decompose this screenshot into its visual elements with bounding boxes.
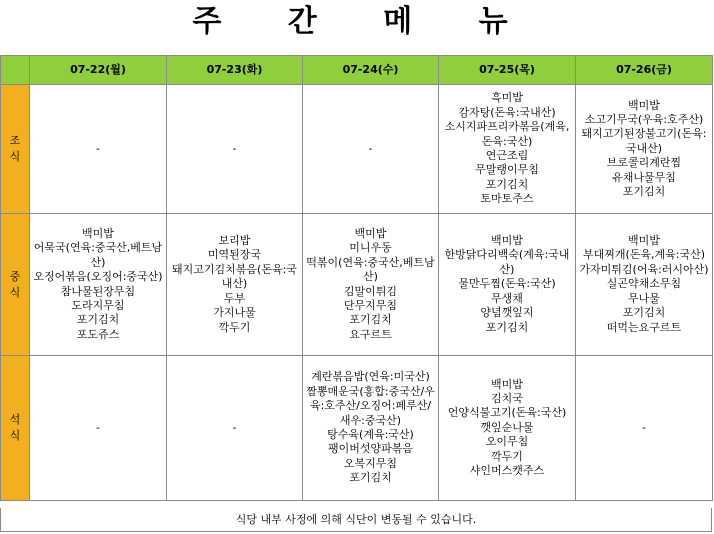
menu-item: 탕수육(계육:국산) xyxy=(327,428,414,441)
menu-cell-fri xyxy=(576,214,713,356)
menu-item: 참나물된장무침 xyxy=(60,284,136,298)
menu-item: - xyxy=(642,420,646,434)
menu-item: 소고기무국(우육:호주산) xyxy=(584,112,704,126)
menu-item: 양념깻잎지 xyxy=(480,306,534,320)
menu-item: 미역된장국 xyxy=(207,248,262,262)
menu-item: 포기김치 xyxy=(76,313,120,327)
menu-item: 계란볶음밥(연육:미국산) xyxy=(311,370,430,384)
menu-item: 오징어볶음(오징어:중국산) xyxy=(33,270,163,284)
menu-cell-wed xyxy=(303,356,439,501)
menu-item: 백미밥 xyxy=(491,234,523,248)
menu-item: 한방닭다리백숙(계육:국내산) xyxy=(444,248,570,276)
menu-item: 포기김치 xyxy=(349,313,392,327)
menu-item: 백미밥 xyxy=(491,377,523,391)
menu-item: 포기김치 xyxy=(485,177,529,191)
menu-item: - xyxy=(232,141,237,155)
meal-label-text: 중식 xyxy=(9,269,21,299)
menu-cell-tue xyxy=(167,85,303,214)
day-header-wed: 07-24(수) xyxy=(303,56,439,85)
menu-item: 요구르트 xyxy=(349,327,392,341)
menu-item: 도라지무침 xyxy=(71,298,125,312)
menu-item: 깍두기 xyxy=(218,320,251,334)
menu-cell-wed xyxy=(303,85,439,214)
menu-item: 무말랭이무침 xyxy=(475,163,539,177)
menu-item: 돼지고기된장불고기(돈육:국내산) xyxy=(581,127,707,155)
menu-item: 백미밥 xyxy=(628,234,660,248)
menu-cell-tue xyxy=(167,214,303,356)
lunch-row xyxy=(1,214,713,356)
menu-cell-mon xyxy=(30,214,167,356)
menu-cell-mon xyxy=(30,356,167,501)
menu-item: 오복지무침 xyxy=(343,456,398,470)
menu-item: 떠먹는요구르트 xyxy=(606,320,682,334)
menu-item: 포기김치 xyxy=(622,306,666,320)
menu-item: 언양식불고기(돈육:국산) xyxy=(447,406,567,420)
menu-item: 백미밥 xyxy=(82,226,114,240)
breakfast-row xyxy=(1,85,713,214)
menu-item: 유채나물무침 xyxy=(612,170,676,184)
menu-item: 소시지파프리카볶음(계육,돈육:국산) xyxy=(444,120,570,148)
menu-item: 단무지무침 xyxy=(343,298,398,312)
menu-cell-thu xyxy=(439,356,576,501)
day-header-fri: 07-26(금) xyxy=(576,56,713,85)
menu-item: 깍두기 xyxy=(491,449,523,463)
menu-item: 포도쥬스 xyxy=(76,327,120,341)
menu-item: 브로콜리계란찜 xyxy=(606,156,682,170)
menu-item: 팽이버섯양파볶음 xyxy=(327,442,413,456)
page-title: 주 간 메 뉴 xyxy=(192,4,536,39)
day-header-tue: 07-23(화) xyxy=(167,56,303,85)
menu-item: 샤인머스캣주스 xyxy=(469,464,545,478)
menu-item: 실곤약채소무침 xyxy=(606,277,682,291)
menu-item: - xyxy=(96,420,100,434)
menu-item: 토마토주스 xyxy=(480,192,534,206)
menu-item: 무생채 xyxy=(491,291,523,305)
meal-label xyxy=(1,85,30,214)
menu-item: 보리밥 xyxy=(218,234,251,248)
weekly-menu-table xyxy=(0,55,713,501)
menu-cell-mon xyxy=(30,85,167,214)
menu-item: 돼지고기김치볶음(돈육:국내산) xyxy=(172,262,297,291)
menu-item: 가자미튀김(어육:러시아산) xyxy=(579,262,709,276)
menu-item: 떡볶이(연육:중국산,베트남산) xyxy=(306,255,435,284)
menu-item: - xyxy=(96,141,100,155)
header-row xyxy=(1,56,713,85)
meal-label-text: 조식 xyxy=(9,134,21,163)
menu-item: 포기김치 xyxy=(622,185,666,199)
menu-item: 감자탕(돈육:국내산) xyxy=(458,105,556,119)
dinner-row xyxy=(1,356,713,501)
menu-cell-tue xyxy=(167,356,303,501)
menu-cell-thu xyxy=(439,85,576,214)
menu-item: 물만두찜(돈육:국산) xyxy=(458,277,556,291)
menu-cell-fri xyxy=(576,356,713,501)
menu-cell-wed xyxy=(303,214,439,356)
menu-cell-thu xyxy=(439,214,576,356)
menu-item: 무나물 xyxy=(628,291,660,305)
corner-cell xyxy=(1,56,30,85)
meal-label xyxy=(1,356,30,501)
day-header-mon: 07-22(월) xyxy=(30,56,167,85)
menu-item: 백미밥 xyxy=(354,226,387,240)
day-header-thu: 07-25(목) xyxy=(439,56,576,85)
menu-item: 김말이튀김 xyxy=(343,284,398,298)
meal-label-text: 석식 xyxy=(9,413,21,442)
menu-item: - xyxy=(232,420,237,434)
menu-item: 포기김치 xyxy=(349,471,392,485)
meal-label xyxy=(1,214,30,356)
menu-cell-fri xyxy=(576,85,713,214)
menu-item: 어묵국(연육:중국산,베트남산) xyxy=(33,241,163,269)
menu-item: 짬뽕매운국(홍합:중국산/우육:호주산/오징어:페루산/새우:중국산) xyxy=(306,384,435,427)
menu-item: 포기김치 xyxy=(485,320,529,334)
menu-item: 백미밥 xyxy=(628,98,660,112)
menu-item: 흑미밥 xyxy=(491,91,523,105)
menu-item: 오이무침 xyxy=(485,435,529,449)
menu-item: 연근조림 xyxy=(485,149,529,162)
menu-item: 미니우동 xyxy=(349,241,392,255)
menu-item: 김치국 xyxy=(491,391,523,405)
menu-item: 깻잎순나물 xyxy=(480,420,534,434)
menu-item: 가지나물 xyxy=(213,306,256,320)
footer-notice: 식당 내부 사정에 의해 식단이 변동될 수 있습니다. xyxy=(0,508,712,532)
menu-item: 부대찌개(돈육,계육:국산) xyxy=(582,248,706,262)
menu-item: - xyxy=(368,141,373,155)
menu-item: 두부 xyxy=(223,291,246,305)
